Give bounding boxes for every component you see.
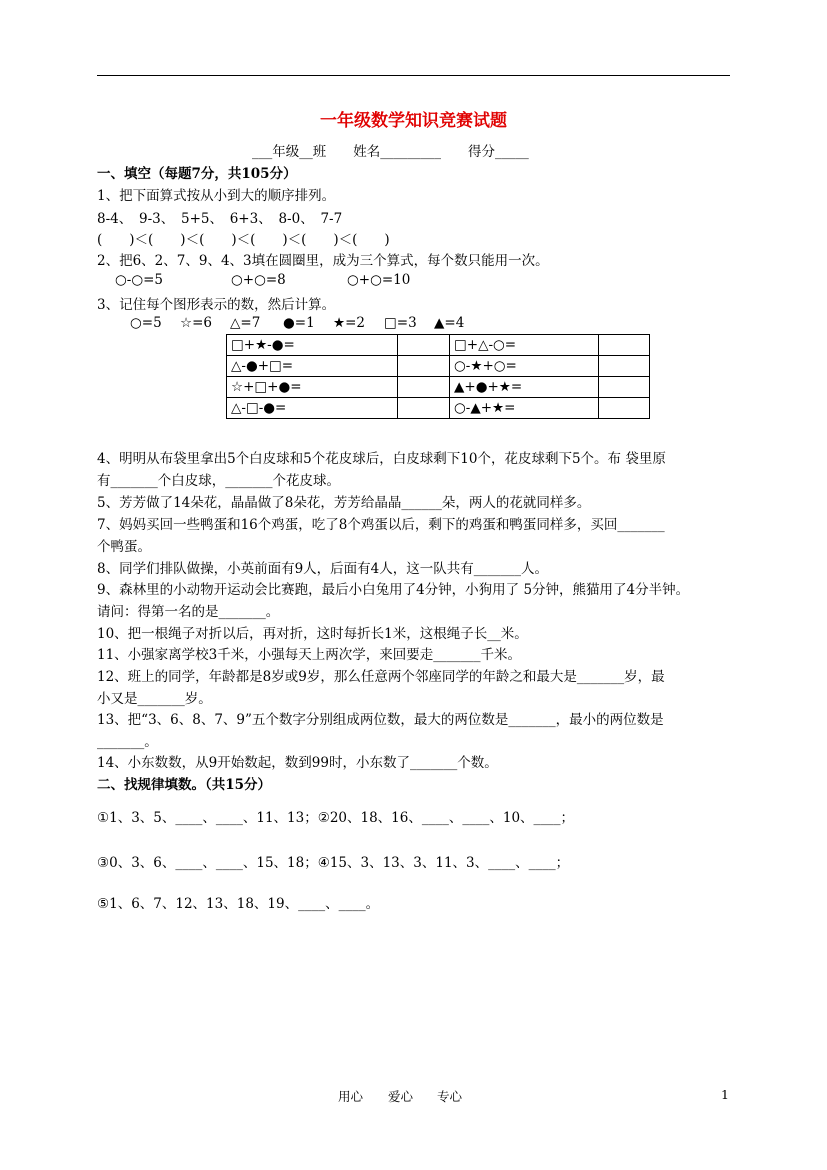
question-12-continued: 小又是_______岁。 <box>97 691 212 707</box>
question-10: 10、把一根绳子对折以后，再对折，这时每折长1米，这根绳子长__米。 <box>97 626 528 642</box>
answer-cell <box>599 356 650 377</box>
legend-item: ▲=4 <box>434 315 465 331</box>
question-3: 3、记住每个图形表示的数，然后计算。 <box>97 297 336 313</box>
legend-item: ★=2 <box>333 315 366 331</box>
question-7-continued: 个鸭蛋。 <box>97 539 151 555</box>
table-row <box>227 377 650 398</box>
pattern-line: ③0、3、6、____、____、15、18；④15、3、13、3、11、3、____、____； <box>97 855 570 871</box>
question-13-continued: _______。 <box>97 734 158 750</box>
question-1-blanks: ( )＜( )＜( )＜( )＜( )＜( ) <box>97 232 390 248</box>
question-9-continued: 请问：得第一名的是_______。 <box>97 604 280 620</box>
question-11: 11、小强家离学校3千米，小强每天上两次学，来回要走_______千米。 <box>97 647 522 663</box>
question-9: 9、森林里的小动物开运动会比赛跑，最后小白兔用了4分钟，小狗用了 5分钟，熊猫用了4分半钟。 <box>97 582 690 598</box>
question-1-expressions: 8-4、 9-3、 5+5、 6+3、 8-0、 7-7 <box>97 211 343 227</box>
section-1-heading: 一、填空（每题7分，共105分） <box>97 166 297 182</box>
table-row <box>227 398 650 419</box>
table-row <box>227 335 650 356</box>
expression-cell: △-●+□= <box>227 356 398 377</box>
header-rule <box>97 75 730 76</box>
answer-cell <box>398 398 450 419</box>
expression-cell: □+★-●= <box>227 335 398 356</box>
question-4: 4、明明从布袋里拿出5个白皮球和5个花皮球后，白皮球剩下10个，花皮球剩下5个。布 袋里原 <box>97 451 666 467</box>
pattern-line: ⑤1、6、7、12、13、18、19、____、____。 <box>97 896 380 912</box>
section-2-heading: 二、找规律填数。（共15分） <box>97 777 272 793</box>
question-2-equation: ○+○=8 <box>231 272 286 288</box>
expression-cell: □+△-○= <box>450 335 599 356</box>
footer-text: 专心 <box>437 1089 463 1104</box>
footer-text: 爱心 <box>388 1089 414 1104</box>
answer-cell <box>599 335 650 356</box>
answer-cell <box>398 356 450 377</box>
legend-item: ○=5 <box>130 315 162 331</box>
page-title: 一年级数学知识竞赛试题 <box>320 111 507 131</box>
table-row <box>227 356 650 377</box>
question-13: 13、把“3、6、8、7、9”五个数字分别组成两位数，最大的两位数是_______，最小的两位数是 <box>97 712 664 728</box>
question-8: 8、同学们排队做操，小英前面有9人，后面有4人，这一队共有_______人。 <box>97 561 549 577</box>
page-number: 1 <box>721 1087 729 1102</box>
answer-cell <box>398 335 450 356</box>
expression-cell: △-□-●= <box>227 398 398 419</box>
question-1: 1、把下面算式按从小到大的顺序排列。 <box>97 188 336 204</box>
pattern-line: ①1、3、5、____、____、11、13；②20、18、16、____、____、10、____； <box>97 810 575 826</box>
answer-cell <box>599 398 650 419</box>
question-2-equation: ○-○=5 <box>115 272 164 288</box>
legend-item: ●=1 <box>283 315 315 331</box>
question-2-equation: ○+○=10 <box>347 272 411 288</box>
expression-cell: ○-▲+★= <box>450 398 599 419</box>
expression-cell: ○-★+○= <box>450 356 599 377</box>
question-7: 7、妈妈买回一些鸭蛋和16个鸡蛋，吃了8个鸡蛋以后，剩下的鸡蛋和鸭蛋同样多，买回_______ <box>97 517 665 533</box>
question-4-continued: 有_______个白皮球，_______个花皮球。 <box>97 473 340 489</box>
student-info-line: ___年级__班 姓名_________ 得分_____ <box>252 144 529 160</box>
footer-text: 用心 <box>338 1089 364 1104</box>
expression-cell: ▲+●+★= <box>450 377 599 398</box>
answer-cell <box>599 377 650 398</box>
question-14: 14、小东数数，从9开始数起，数到99时，小东数了_______个数。 <box>97 755 498 771</box>
shape-calculation-table <box>226 334 650 419</box>
answer-cell <box>398 377 450 398</box>
legend-item: □=3 <box>384 315 417 331</box>
expression-cell: ☆+□+●= <box>227 377 398 398</box>
question-2: 2、把6、2、7、9、4、3填在圆圈里，成为三个算式，每个数只能用一次。 <box>97 253 549 269</box>
question-12: 12、班上的同学，年龄都是8岁或9岁，那么任意两个邻座同学的年龄之和最大是_______岁，最 <box>97 669 665 685</box>
legend-item: △=7 <box>230 315 261 331</box>
question-5: 5、芳芳做了14朵花，晶晶做了8朵花，芳芳给晶晶______朵，两人的花就同样多。 <box>97 495 591 511</box>
legend-item: ☆=6 <box>180 315 213 331</box>
